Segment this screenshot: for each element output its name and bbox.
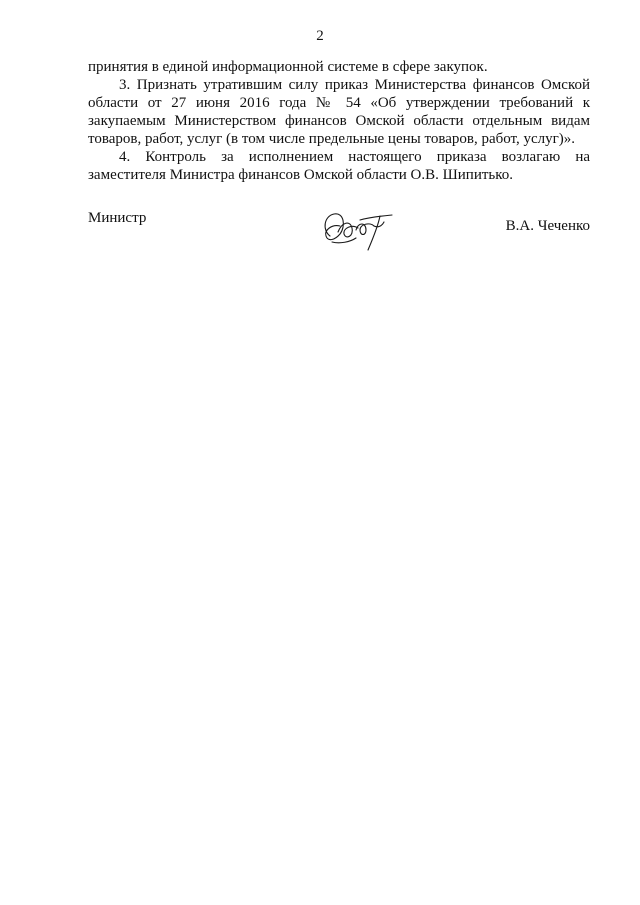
paragraph-item-4: 4. Контроль за исполнением настоящего приказа возлагаю на заместителя Министра финансов Омской области О.В. Шипитько.: [88, 149, 590, 183]
signatory-title: Министр: [88, 210, 147, 226]
signature-block: [88, 206, 590, 266]
paragraph-item-3: 3. Признать утратившим силу приказ Министерства финансов Омской области от 27 июня 2016 года № 54 «Об утверждении требований к закупаемым Министерством финансов Омской области отдельным видам товаров, работ, услуг (в том числе предельные цены товаров, работ, услуг)».: [88, 77, 590, 147]
document-body: [88, 58, 590, 184]
paragraph-continuation: принятия в единой информационной системе в сфере закупок.: [88, 59, 488, 75]
signature-icon: [316, 206, 396, 254]
page-number: 2: [316, 28, 324, 44]
signatory-name: В.А. Чеченко: [505, 218, 590, 234]
